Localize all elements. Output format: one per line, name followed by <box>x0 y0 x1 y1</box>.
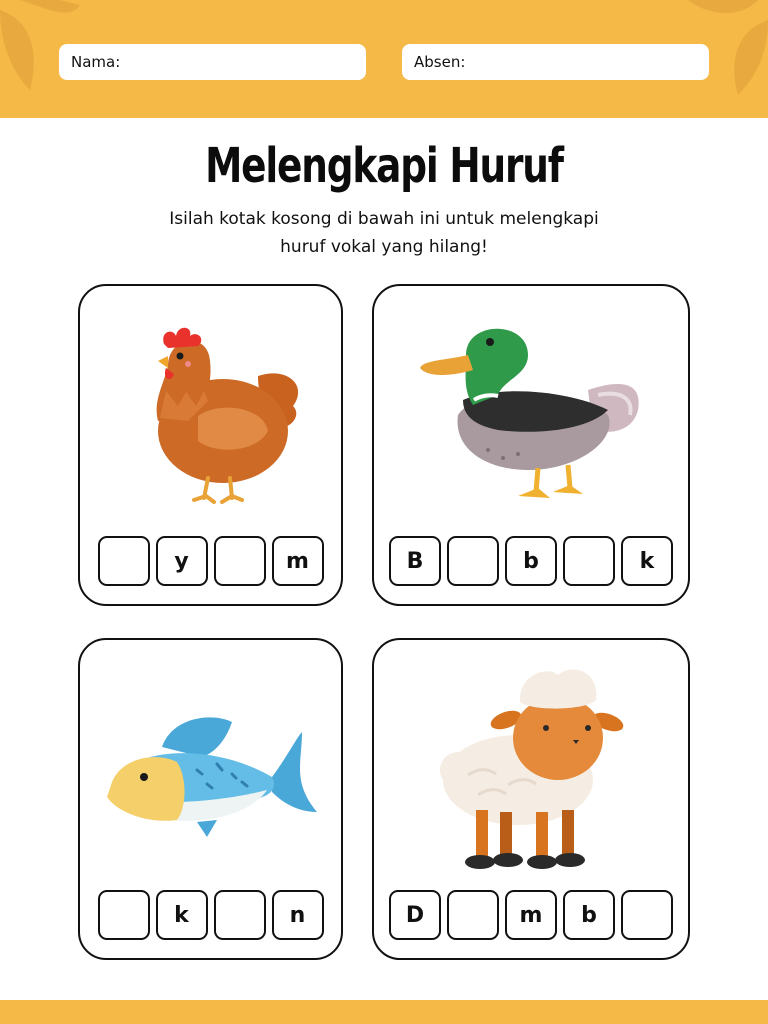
page-title: Melengkapi Huruf <box>205 138 563 194</box>
instruction-line: Isilah kotak kosong di bawah ini untuk melengkapi <box>169 209 599 229</box>
letter-box[interactable]: k <box>621 536 673 586</box>
letter-box[interactable]: k <box>156 890 208 940</box>
letter-boxes <box>80 890 341 940</box>
letter-boxes <box>80 536 341 586</box>
letter-box[interactable] <box>214 536 266 586</box>
absen-field[interactable] <box>402 44 709 80</box>
duck-illustration <box>418 320 648 510</box>
letter-box[interactable]: B <box>389 536 441 586</box>
letter-box[interactable]: y <box>156 536 208 586</box>
letter-boxes <box>374 890 688 940</box>
header-band <box>0 0 768 118</box>
instruction-line: huruf vokal yang hilang! <box>280 237 488 257</box>
letter-box[interactable] <box>98 536 150 586</box>
letter-box[interactable]: b <box>505 536 557 586</box>
letter-box[interactable] <box>621 890 673 940</box>
instructions <box>0 205 768 261</box>
letter-box[interactable] <box>98 890 150 940</box>
name-label: Nama: <box>71 53 121 71</box>
card-duck <box>372 284 690 606</box>
card-fish <box>78 638 343 960</box>
letter-box[interactable]: m <box>505 890 557 940</box>
card-sheep <box>372 638 690 960</box>
footer-band <box>0 1000 768 1024</box>
letter-box[interactable] <box>447 890 499 940</box>
letter-boxes <box>374 536 688 586</box>
name-field[interactable] <box>59 44 366 80</box>
letter-box[interactable]: b <box>563 890 615 940</box>
chicken-illustration <box>138 306 303 511</box>
letter-box[interactable]: D <box>389 890 441 940</box>
letter-box[interactable] <box>563 536 615 586</box>
letter-box[interactable] <box>214 890 266 940</box>
card-chicken <box>78 284 343 606</box>
sheep-illustration <box>438 660 628 875</box>
absen-label: Absen: <box>414 53 466 71</box>
letter-box[interactable] <box>447 536 499 586</box>
letter-box[interactable]: m <box>272 536 324 586</box>
letter-box[interactable]: n <box>272 890 324 940</box>
fish-illustration <box>102 712 322 842</box>
